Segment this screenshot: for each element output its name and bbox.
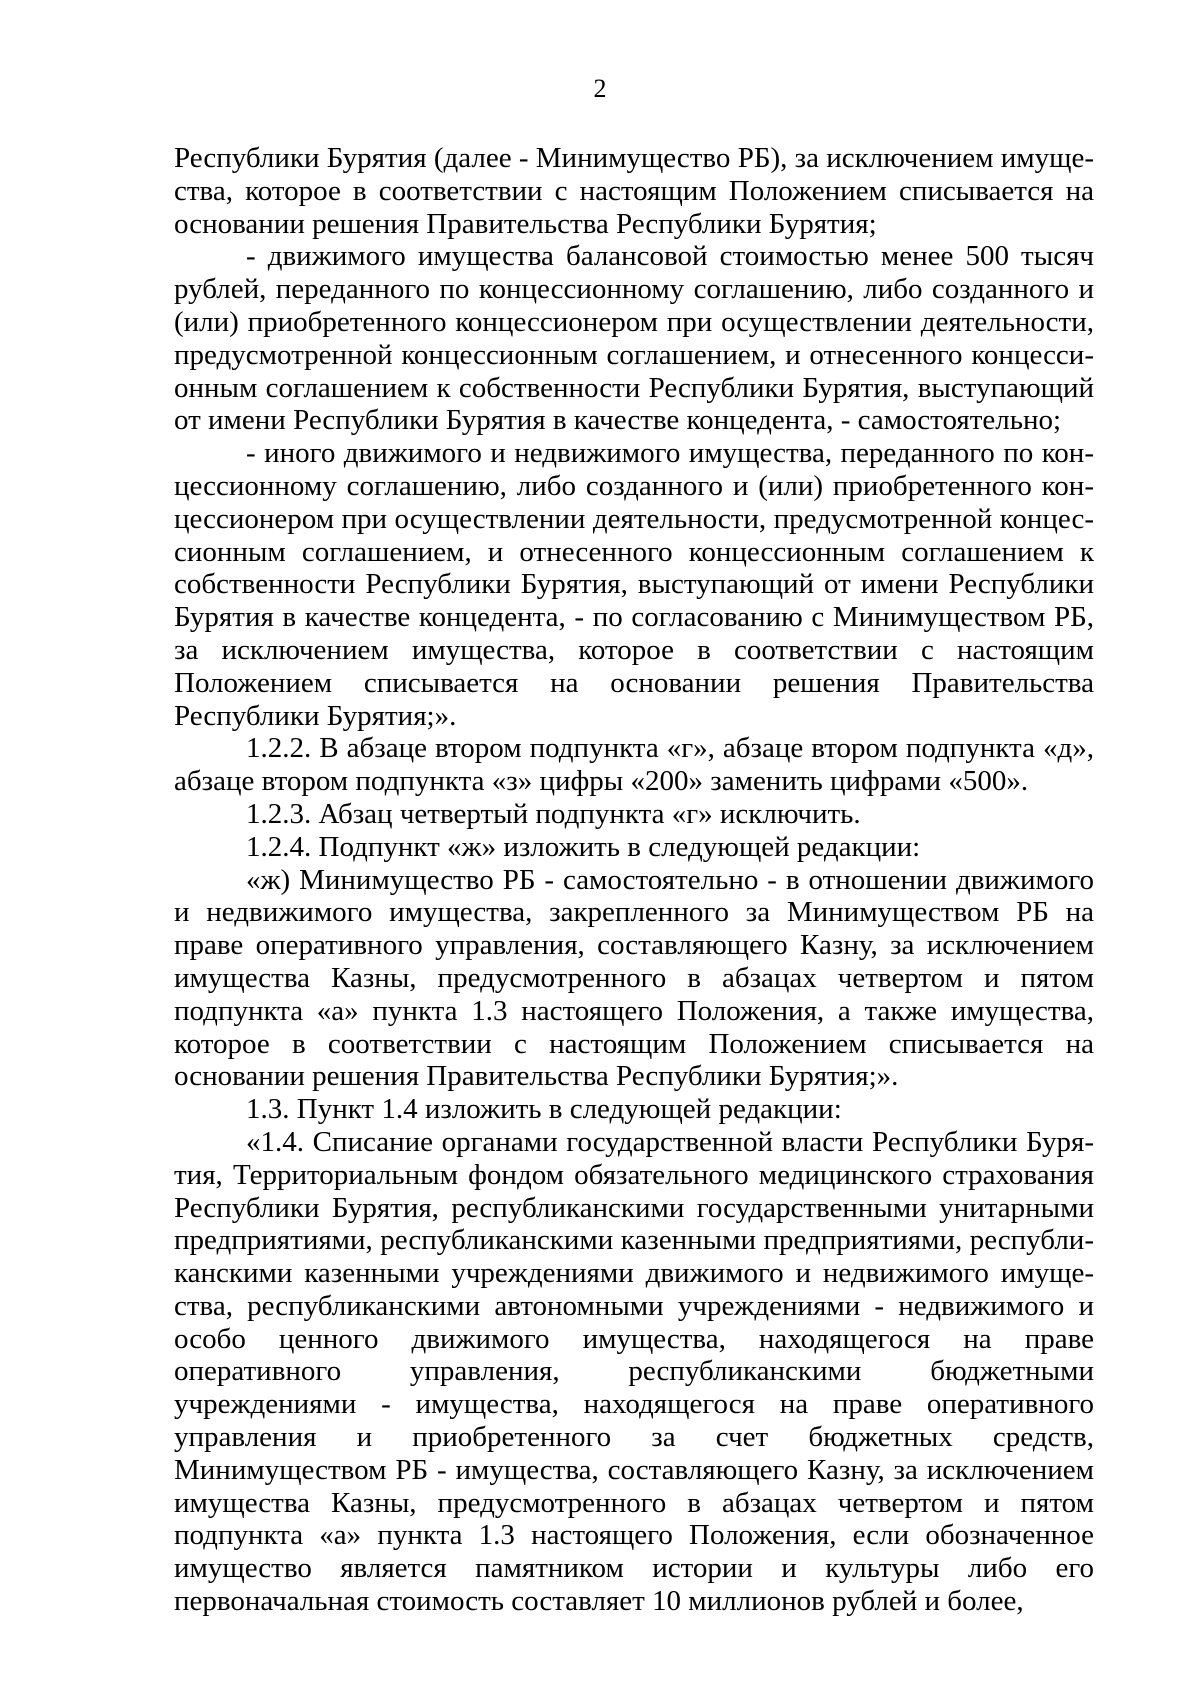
paragraph-continuation: Республики Бурятия (далее - Минимущество РБ), за исключением имущества, которое в соответствии с настоящим Положением списывается на основании решения Правительства Республики Бурятия; <box>174 142 1094 240</box>
paragraph-1-3: 1.3. Пункт 1.4 изложить в следующей редакции: <box>246 1093 842 1126</box>
paragraph-1-2-4: 1.2.4. Подпункт «ж» изложить в следующей редакции: <box>246 830 921 863</box>
paragraph-1-2-3: 1.2.3. Абзац четвертый подпункта «г» исключить. <box>246 797 861 830</box>
paragraph-1-4: «1.4. Списание органами государственной власти Республики Бурятия, Территориальным фондом обязательного медицинского страхования Республики Бурятия, республиканскими государственными унитарными предприятиями, республиканскими казенными предприятиями, республиканскими казенными учреждениями движимого и недвижимого имущества, республиканскими автономными учреждениями - недвижимого и особо ценного движимого имущества, находящегося на праве оперативного управления, республиканскими бюджетными учреждениями - имущества, находящегося на праве оперативного управления и приобретенного за счет бюджетных средств, Минимуществом РБ - имущества, составляющего Казну, за исключением имущества Казны, предусмотренного в абзацах четвертом и пятом подпункта «а» пункта 1.3 настоящего Положения, если обозначенное имущество является памятником истории и культуры либо его первоначальная стоимость составляет 10 миллионов рублей и более, <box>174 1125 1094 1618</box>
page-number: 2 <box>593 74 607 103</box>
paragraph-other-property: - иного движимого и недвижимого имущества, переданного по концессионному соглашению, либо созданного и (или) приобретенного концессионером при осуществлении деятельности, предусмотренной концессионным соглашением, и отнесенного концессионным соглашением к собственности Республики Бурятия, выступающий от имени Республики Бурятия в качестве концедента, - по согласованию с Минимуществом РБ, за исключением имущества, которое в соответствии с настоящим Положением списывается на основании решения Правительства Республики Бурятия;». <box>174 437 1094 732</box>
document-body <box>174 142 1094 1618</box>
paragraph-movable-property-under-500k: - движимого имущества балансовой стоимостью менее 500 тысяч рублей, переданного по концессионному соглашению, либо созданного и (или) приобретенного концессионером при осуществлении деятельности, предусмотренной концессионным соглашением, и отнесенного концессионным соглашением к собственности Республики Бурятия, выступающий от имени Республики Бурятия в качестве концедента, - самостоятельно; <box>174 240 1094 437</box>
paragraph-subclause-zh: «ж) Минимущество РБ - самостоятельно - в отношении движимого и недвижимого имущества, закрепленного за Минимуществом РБ на праве оперативного управления, составляющего Казну, за исключением имущества Казны, предусмотренного в абзацах четвертом и пятом подпункта «а» пункта 1.3 настоящего Положения, а также имущества, которое в соответствии с настоящим Положением списывается на основании решения Правительства Республики Бурятия;». <box>174 863 1094 1093</box>
paragraph-1-2-2: 1.2.2. В абзаце втором подпункта «г», абзаце втором подпункта «д», абзаце втором подпункта «з» цифры «200» заменить цифрами «500». <box>174 732 1094 798</box>
